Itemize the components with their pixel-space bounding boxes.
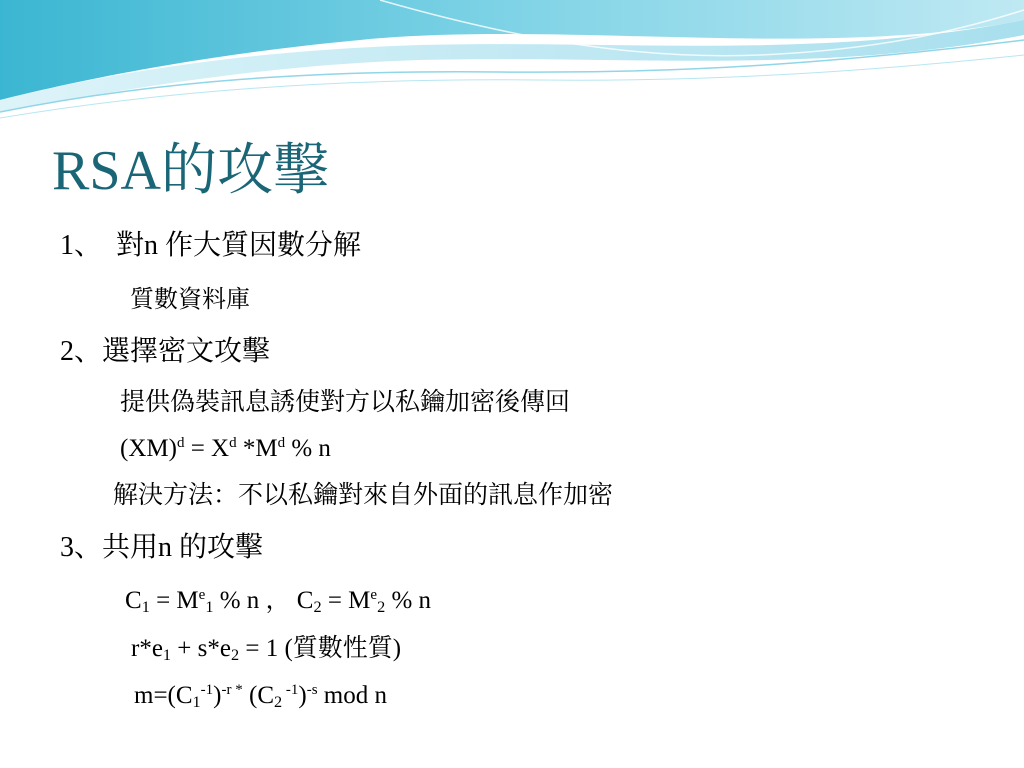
item-2-text: 選擇密文攻擊 [102, 336, 271, 367]
item-2-desc: 提供偽裝訊息誘使對方以私鑰加密後傳回 [120, 389, 571, 416]
item-1-sub: 質數資料庫 [130, 287, 250, 313]
item-1 [60, 232, 361, 260]
item-3-equation-2: $r*e_1 + s*e_2 = 1$ (質數性質) [131, 635, 402, 665]
item-3 [60, 534, 263, 562]
item-3-text: 共用n 的攻擊 [102, 532, 264, 563]
item-3-equation-3: $m=(C_1^{-1})^{-r *}$ ($C_2$ $^{-1}$)$^{-s}$ mod n [134, 682, 387, 712]
slide-title: RSA的攻擊 [52, 140, 329, 202]
item-2-solution: 解決方法：不以私鑰對來自外面的訊息作加密 [113, 482, 614, 509]
item-1-text: 對n 作大質因數分解 [116, 230, 362, 261]
item-2 [60, 338, 270, 366]
item-2-equation: $(XM)^d = X^d$ $*M^d$ % n [120, 435, 331, 462]
item-3-equation-1: $C_1 = M^e_1$ % n ， $C_2 = M^e_2$ % n [125, 587, 432, 617]
item-1-number: 1、 [60, 230, 103, 261]
item-3-number: 3、 [60, 532, 103, 563]
item-2-number: 2、 [60, 336, 103, 367]
